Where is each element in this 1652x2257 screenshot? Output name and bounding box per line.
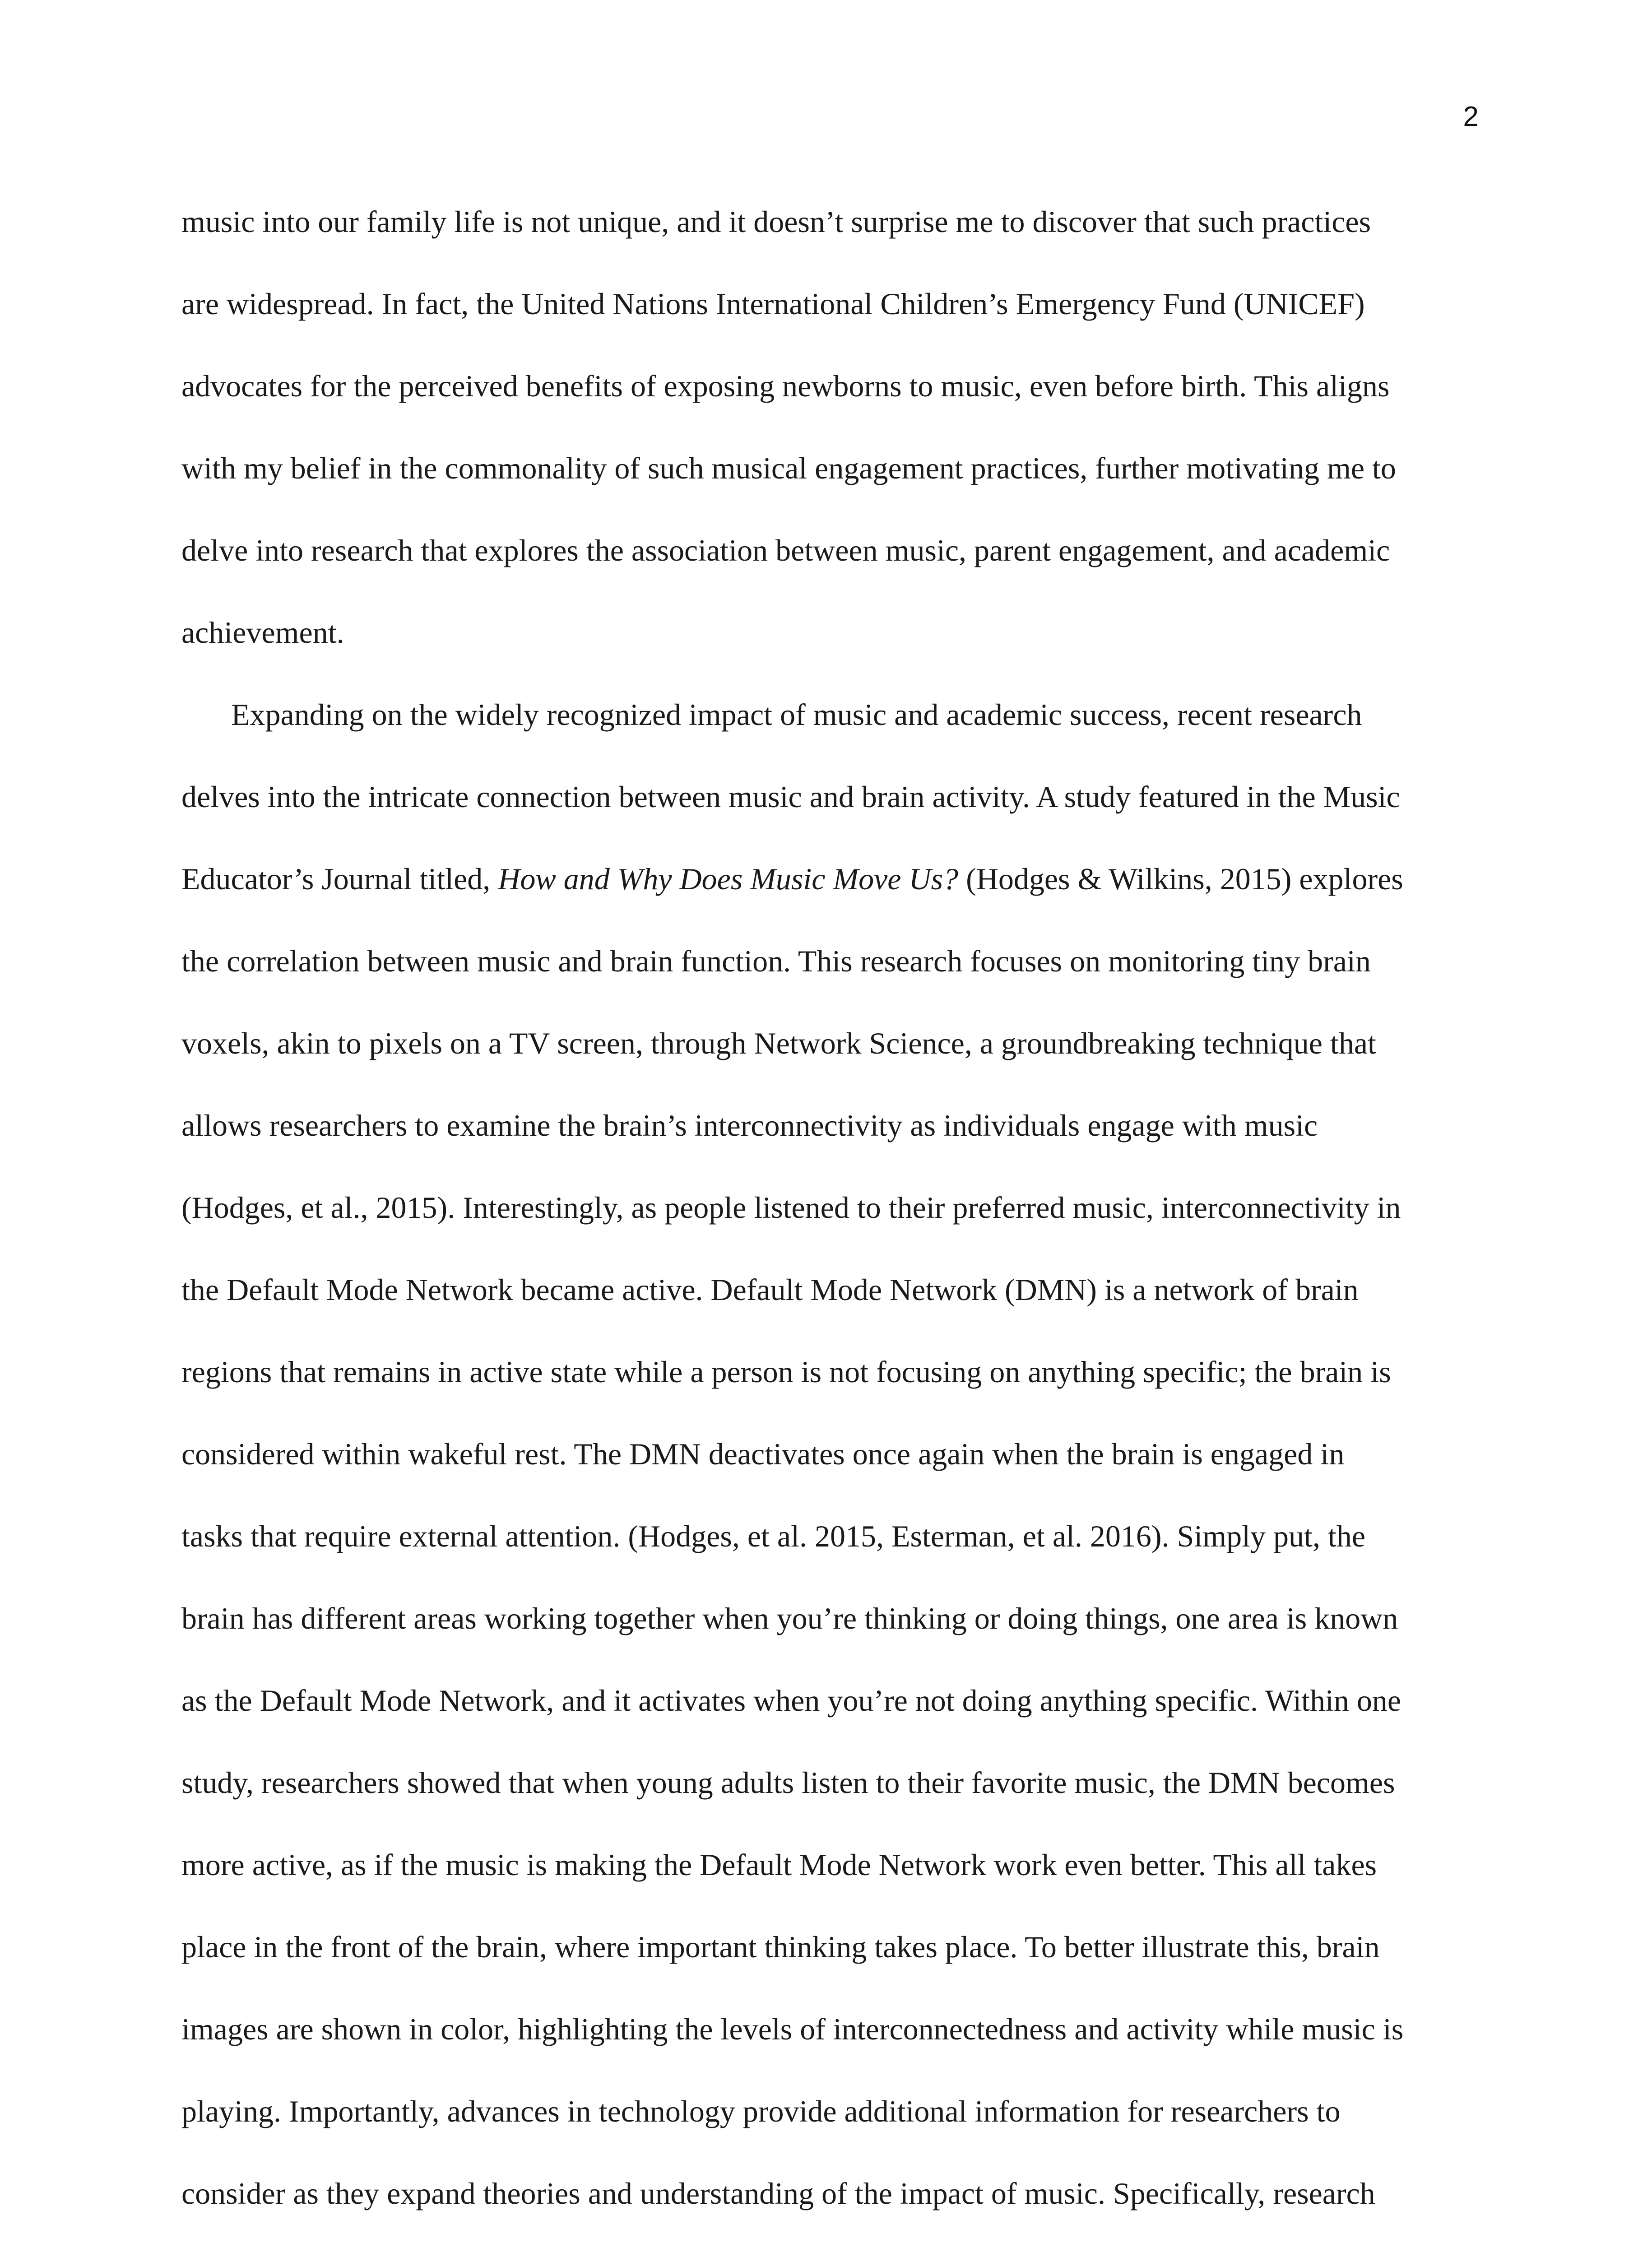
- paragraph-2-line: considered within wakeful rest. The DMN deactivates once again when the brain is engaged in: [181, 1437, 1345, 1471]
- paragraph-1-line: achievement.: [181, 615, 344, 650]
- paragraph-1-line: music into our family life is not unique, and it doesn’t surprise me to discover that such practices: [181, 204, 1371, 239]
- paragraph-2-line: the Default Mode Network became active. Default Mode Network (DMN) is a network of brain: [181, 1272, 1359, 1307]
- paragraph-2-line: brain has different areas working together when you’re thinking or doing things, one area is known: [181, 1601, 1398, 1635]
- paragraph-2-line: the correlation between music and brain function. This research focuses on monitoring tiny brain: [181, 944, 1371, 978]
- paragraph-2-line: as the Default Mode Network, and it activates when you’re not doing anything specific. Within one: [181, 1683, 1401, 1718]
- paragraph-1-line: advocates for the perceived benefits of exposing newborns to music, even before birth. This aligns: [181, 369, 1390, 403]
- paragraph-2-line: (Hodges, et al., 2015). Interestingly, as people listened to their preferred music, interconnectivity in: [181, 1190, 1401, 1225]
- paragraph-2-line: delves into the intricate connection between music and brain activity. A study featured in the Music: [181, 780, 1400, 814]
- document-body: [181, 181, 1481, 2234]
- paragraph-1-line: with my belief in the commonality of such musical engagement practices, further motivating me to: [181, 451, 1396, 485]
- line-text-after-title: (Hodges & Wilkins, 2015) explores: [958, 862, 1403, 896]
- line-text-before-title: Educator’s Journal titled,: [181, 862, 498, 896]
- paragraph-2-line: voxels, akin to pixels on a TV screen, through Network Science, a groundbreaking technique that: [181, 1026, 1376, 1060]
- paragraph-2-line: playing. Importantly, advances in technology provide additional information for researchers to: [181, 2094, 1341, 2128]
- paragraph-2-first-line: Expanding on the widely recognized impact of music and academic success, recent research: [231, 697, 1362, 732]
- paragraph-1-line: delve into research that explores the association between music, parent engagement, and academic: [181, 533, 1390, 567]
- article-title: How and Why Does Music Move Us?: [498, 862, 959, 896]
- paragraph-2-line: allows researchers to examine the brain’s interconnectivity as individuals engage with music: [181, 1108, 1318, 1142]
- paragraph-2-line: more active, as if the music is making the Default Mode Network work even better. This all takes: [181, 1848, 1377, 1882]
- paragraph-2-line: place in the front of the brain, where important thinking takes place. To better illustrate this, brain: [181, 1930, 1380, 1964]
- paragraph-2-line-with-title: [181, 838, 1481, 920]
- paragraph-2-line: tasks that require external attention. (Hodges, et al. 2015, Esterman, et al. 2016). Simply put, the: [181, 1519, 1366, 1553]
- paragraph-2-line: images are shown in color, highlighting the levels of interconnectedness and activity while music is: [181, 2012, 1404, 2046]
- paragraph-2-line: regions that remains in active state while a person is not focusing on anything specific; the brain is: [181, 1355, 1391, 1389]
- paragraph-1-line: are widespread. In fact, the United Nations International Children’s Emergency Fund (UNICEF): [181, 287, 1365, 321]
- paragraph-2-line: study, researchers showed that when young adults listen to their favorite music, the DMN becomes: [181, 1765, 1395, 1800]
- page-number: 2: [1463, 101, 1479, 132]
- paragraph-2-line: consider as they expand theories and understanding of the impact of music. Specifically, research: [181, 2176, 1375, 2211]
